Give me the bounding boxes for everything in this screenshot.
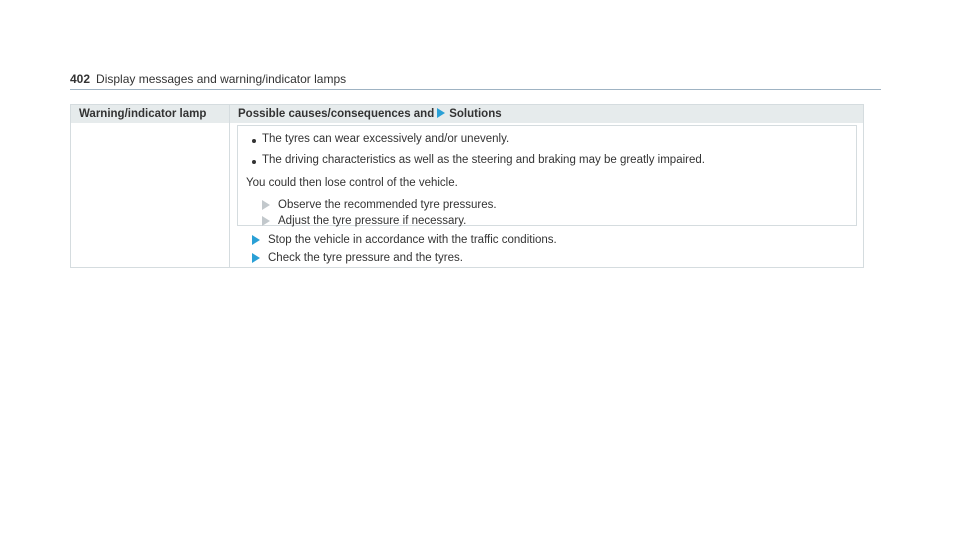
action-arrow-icon (437, 108, 445, 118)
consequence-note: You could then lose control of the vehicle. (246, 177, 458, 189)
solution-step: Stop the vehicle in accordance with the traffic conditions. (268, 234, 557, 246)
column-header-solutions: Solutions (449, 108, 502, 120)
inner-step: Adjust the tyre pressure if necessary. (278, 215, 467, 227)
column-header-causes (238, 105, 502, 123)
warning-lamp-table (70, 104, 864, 268)
step-arrow-icon (262, 216, 270, 226)
solution-step: Check the tyre pressure and the tyres. (268, 252, 463, 264)
bullet-icon (252, 139, 256, 143)
step-arrow-icon (252, 253, 260, 263)
consequences-box (237, 125, 857, 226)
bullet-item: The driving characteristics as well as the steering and braking may be greatly impaired. (262, 154, 705, 166)
page-number: 402 (70, 72, 91, 86)
column-header-lamp: Warning/indicator lamp (79, 108, 207, 120)
column-header-causes-prefix: Possible causes/consequences and (238, 108, 435, 120)
page-title: Display messages and warning/indicator lamps (96, 72, 347, 86)
inner-step: Observe the recommended tyre pressures. (278, 199, 497, 211)
bullet-icon (252, 160, 256, 164)
table-header-row (71, 105, 863, 123)
step-arrow-icon (262, 200, 270, 210)
page-header (70, 72, 881, 90)
bullet-item: The tyres can wear excessively and/or unevenly. (262, 133, 510, 145)
column-divider (229, 105, 230, 267)
step-arrow-icon (252, 235, 260, 245)
